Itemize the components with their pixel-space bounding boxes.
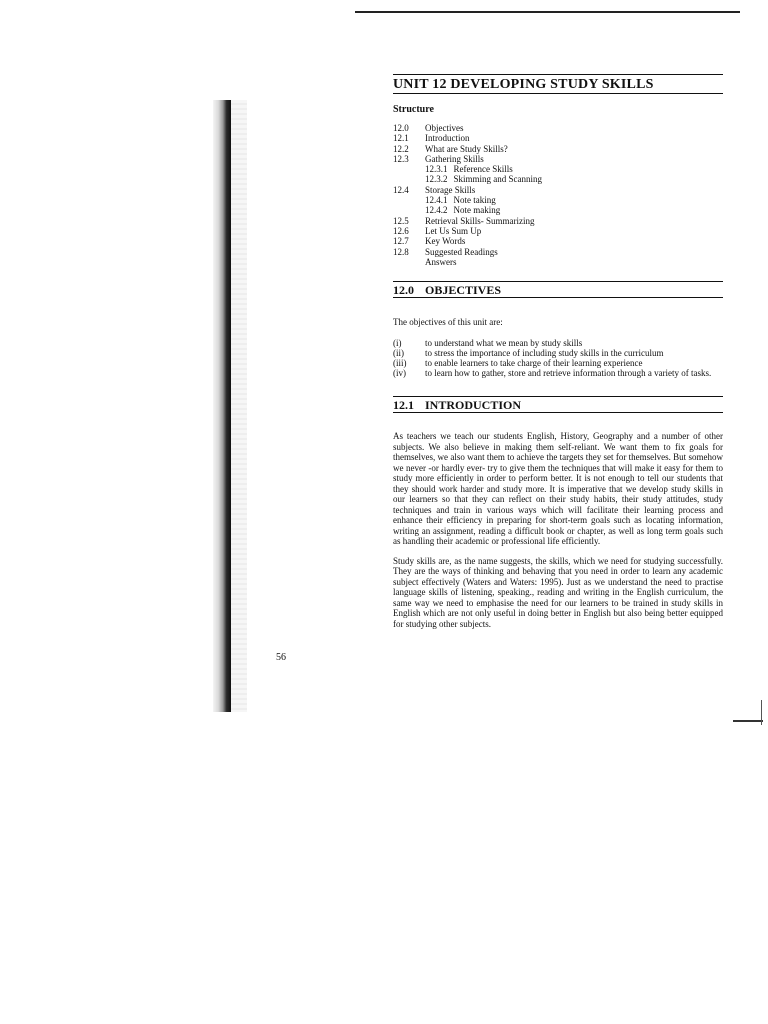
toc-number (393, 257, 425, 267)
toc-number: 12.8 (393, 246, 409, 257)
toc-title: Gathering Skills (425, 153, 484, 164)
toc-entry (393, 247, 723, 257)
introduction-heading: 12.1 INTRODUCTION (393, 396, 723, 413)
toc-title: Introduction (425, 133, 470, 144)
toc-title: Reference Skills (453, 164, 513, 175)
toc-number: 12.6 (393, 225, 409, 236)
toc-entry (393, 174, 723, 184)
unit-title: UNIT 12 DEVELOPING STUDY SKILLS (393, 74, 723, 94)
introduction-paragraph-1: As teachers we teach our students English, History, Geography and a number of other subjects. We also believe in making them self-reliant. We want them to fix goals for themselves, we also want them to achieve the targets they set for themselves. But somehow we never -or hardly ever- try to give them the techniques that will make it easy for them to study more efficiently in order to perform better. It is not enough to tell our students that they should work harder and study more. It is imperative that we develop study skills in our learners so that they can reflect on their study habits, their study attitudes, study techniques and train in various ways which will facilitate their learning process and enhance their efficiency in preparing for short-term goals such as locating information, writing an assignment, reading a difficult book or chapter, as well as long term goals such as handling their academic or professional life efficiently. (393, 431, 723, 547)
toc-entry (393, 185, 723, 195)
toc-number: 12.3.2 (425, 174, 448, 185)
toc-title: Storage Skills (425, 184, 476, 195)
objectives-intro: The objectives of this unit are: (393, 317, 503, 328)
toc-number: 12.3.1 (425, 164, 448, 175)
table-of-contents (393, 123, 723, 267)
toc-number: 12.7 (393, 236, 409, 247)
toc-number: 12.4.1 (425, 195, 448, 206)
toc-number: 12.4 (393, 184, 409, 195)
toc-number: 12.4.2 (425, 205, 448, 216)
toc-entry (393, 236, 723, 246)
page-content (393, 74, 723, 629)
corner-mark (733, 720, 763, 722)
corner-tick (761, 700, 762, 725)
objective-item (393, 338, 723, 348)
objective-text: to understand what we mean by study skills (425, 337, 583, 348)
toc-entry (393, 216, 723, 226)
objective-text: to enable learners to take charge of their learning experience (425, 358, 643, 369)
page-edge (231, 100, 247, 712)
top-rule (355, 11, 740, 13)
toc-number: 12.0 (393, 123, 409, 133)
toc-title: Skimming and Scanning (453, 174, 542, 185)
toc-entry (393, 195, 723, 205)
toc-title: Key Words (425, 236, 466, 247)
toc-entry (393, 164, 723, 174)
toc-entry (393, 226, 723, 236)
toc-entry (393, 154, 723, 164)
objective-item (393, 348, 723, 358)
objective-marker: (iv) (393, 368, 406, 379)
objective-text: to learn how to gather, store and retrieve information through a variety of tasks. (425, 368, 712, 379)
toc-number: 12.5 (393, 215, 409, 226)
toc-title: Objectives (425, 123, 464, 133)
toc-entry (393, 123, 723, 133)
toc-entry (393, 144, 723, 154)
introduction-paragraph-2: Study skills are, as the name suggests, the skills, which we need for studying successfully. They are the ways of thinking and behaving that you need in order to learn any academic subject effectively (Waters and Waters: 1995). Just as we understand the need to practise language skills of listening, speaking., reading and writing in the English curriculum, the same way we need to emphasise the need for our learners to be trained in study skills in English which are not only useful in doing better in English but also being better equipped for studying other subjects. (393, 555, 723, 629)
toc-title: Note making (453, 205, 501, 216)
objective-marker: (iii) (393, 358, 407, 369)
toc-title: Answers (425, 256, 457, 267)
structure-label: Structure (393, 104, 434, 115)
toc-title: Let Us Sum Up (425, 225, 482, 236)
objective-marker: (i) (393, 337, 402, 348)
toc-entry (393, 205, 723, 215)
book-spine-shadow (213, 100, 231, 712)
objectives-heading: 12.0 OBJECTIVES (393, 281, 723, 298)
toc-number: 12.1 (393, 133, 409, 144)
objective-item (393, 368, 723, 378)
toc-title: Retrieval Skills- Summarizing (425, 215, 535, 226)
toc-entry (393, 257, 723, 267)
page-number: 56 (276, 652, 286, 663)
toc-title: Note taking (453, 195, 496, 206)
toc-title: What are Study Skills? (425, 143, 508, 154)
toc-entry (393, 133, 723, 143)
objectives-list (393, 338, 723, 379)
toc-number: 12.3 (393, 153, 409, 164)
objective-marker: (ii) (393, 347, 404, 358)
objective-item (393, 358, 723, 368)
toc-title: Suggested Readings (425, 246, 498, 257)
toc-number: 12.2 (393, 143, 409, 154)
objective-text: to stress the importance of including study skills in the curriculum (425, 347, 664, 358)
